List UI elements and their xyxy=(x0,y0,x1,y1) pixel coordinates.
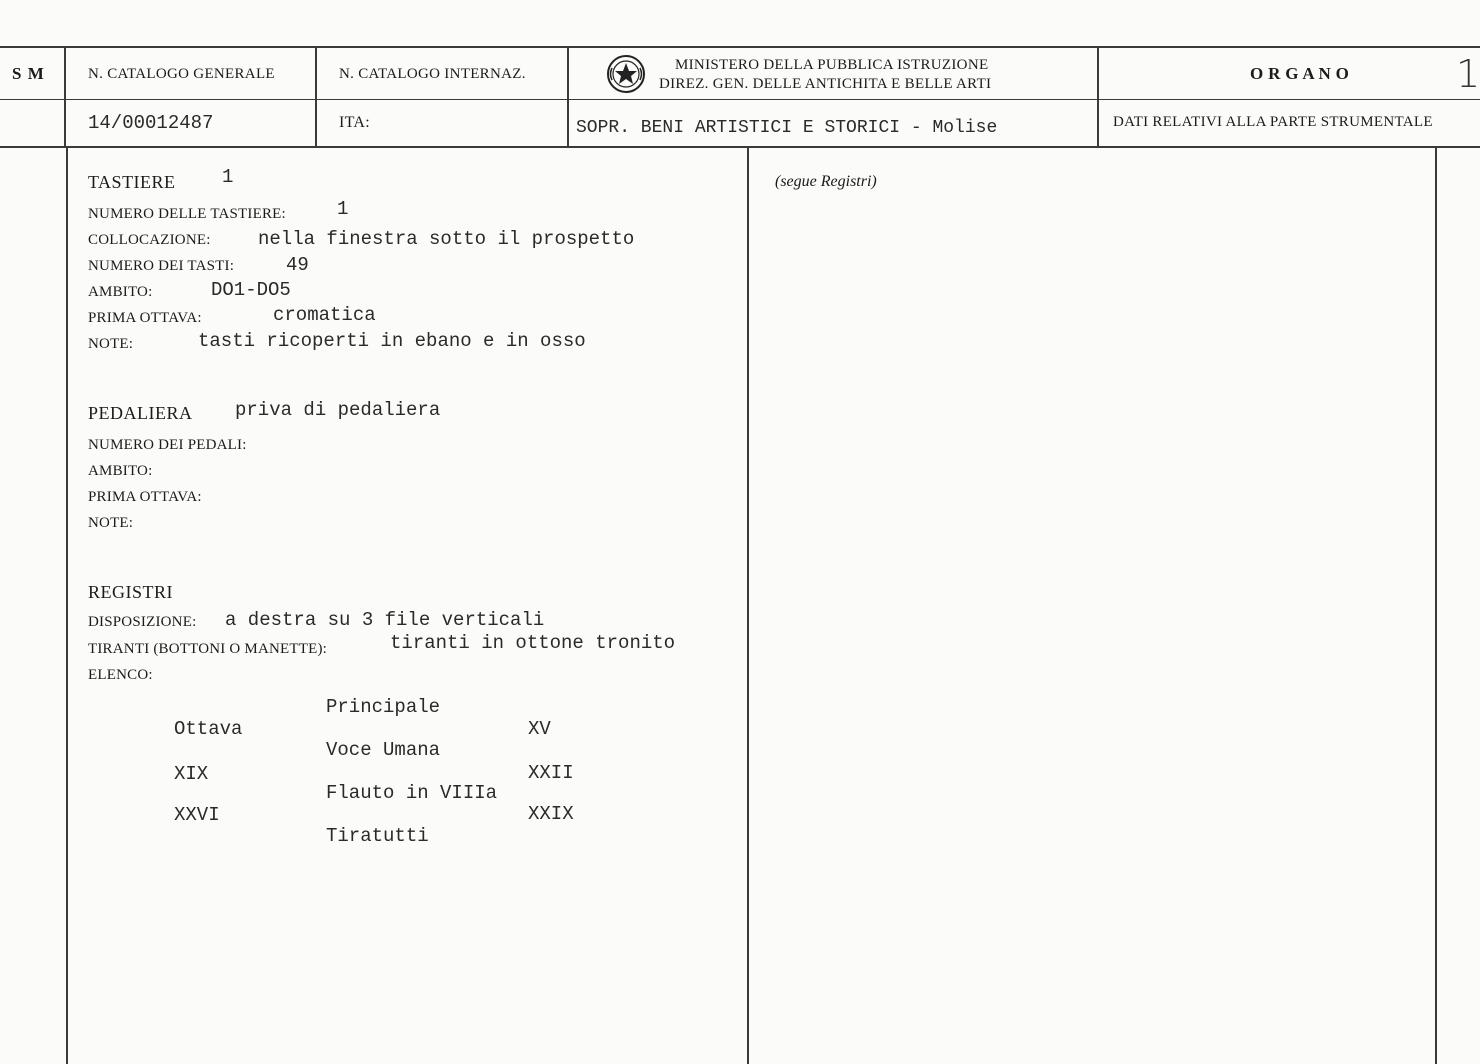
tastiere-heading-value: 1 xyxy=(222,166,234,188)
stop-item: XXVI xyxy=(174,804,220,826)
prima-ottava-tastiere-label: PRIMA OTTAVA: xyxy=(88,310,202,326)
header-divider-1 xyxy=(64,46,66,146)
page-number: 1 xyxy=(1456,52,1480,96)
elenco-label: ELENCO: xyxy=(88,667,153,683)
stop-item: XXII xyxy=(528,762,574,784)
soprintendenza-value: SOPR. BENI ARTISTICI E STORICI - Molise xyxy=(576,118,998,138)
tiranti-value: tiranti in ottone tronito xyxy=(390,632,676,654)
prima-ottava-pedaliera-label: PRIMA OTTAVA: xyxy=(88,489,202,505)
pedaliera-heading: PEDALIERA xyxy=(88,403,193,423)
body-center-divider xyxy=(747,148,749,1064)
catalogo-internaz-label: N. CATALOGO INTERNAZ. xyxy=(339,66,526,82)
numero-pedali-label: NUMERO DEI PEDALI: xyxy=(88,437,247,453)
ministero-line1: MINISTERO DELLA PUBBLICA ISTRUZIONE xyxy=(675,57,989,73)
disposizione-value: a destra su 3 file verticali xyxy=(225,609,545,631)
ita-label: ITA: xyxy=(339,114,371,131)
body-left-border xyxy=(66,148,68,1064)
ambito-tastiere-label: AMBITO: xyxy=(88,284,153,300)
emblem-icon xyxy=(606,54,646,94)
stop-item: XXIX xyxy=(528,803,574,825)
stop-item: Ottava xyxy=(174,718,243,740)
ambito-pedaliera-label: AMBITO: xyxy=(88,463,153,479)
catalogo-generale-label: N. CATALOGO GENERALE xyxy=(88,66,275,82)
note-pedaliera-label: NOTE: xyxy=(88,515,134,531)
header-divider-3 xyxy=(567,46,569,146)
tiranti-label: TIRANTI (BOTTONI O MANETTE): xyxy=(88,641,328,657)
numero-tastiere-label: NUMERO DELLE TASTIERE: xyxy=(88,206,286,222)
stop-item: Flauto in VIIIa xyxy=(326,782,498,804)
header-divider-2 xyxy=(315,46,317,146)
collocazione-label: COLLOCAZIONE: xyxy=(88,232,211,248)
sm-label: S M xyxy=(12,64,45,83)
note-tastiere-value: tasti ricoperti in ebano e in osso xyxy=(198,330,586,352)
stop-item: Voce Umana xyxy=(326,739,441,761)
numero-tasti-value: 49 xyxy=(286,254,309,276)
header-middle-border xyxy=(0,99,1480,100)
ministero-line2: DIREZ. GEN. DELLE ANTICHITA E BELLE ARTI xyxy=(659,76,992,92)
disposizione-label: DISPOSIZIONE: xyxy=(88,614,197,630)
stop-item: Tiratutti xyxy=(326,825,429,847)
organo-label: O R G A N O xyxy=(1250,64,1350,83)
header-bottom-border xyxy=(0,146,1480,148)
ambito-tastiere-value: DO1-DO5 xyxy=(211,279,291,301)
tastiere-heading: TASTIERE xyxy=(88,172,176,192)
numero-tastiere-value: 1 xyxy=(337,198,349,220)
stop-item: Principale xyxy=(326,696,441,718)
dati-relativi-label: DATI RELATIVI ALLA PARTE STRUMENTALE xyxy=(1113,114,1433,130)
stop-item: XV xyxy=(528,718,551,740)
body-right-border xyxy=(1435,148,1437,1064)
note-tastiere-label: NOTE: xyxy=(88,336,134,352)
segue-registri: (segue Registri) xyxy=(775,173,877,190)
header-top-border xyxy=(0,46,1480,48)
registri-heading: REGISTRI xyxy=(88,582,173,602)
pedaliera-heading-value: priva di pedaliera xyxy=(235,399,441,421)
stop-item: XIX xyxy=(174,763,209,785)
prima-ottava-tastiere-value: cromatica xyxy=(273,304,376,326)
header-divider-4 xyxy=(1097,46,1099,146)
numero-tasti-label: NUMERO DEI TASTI: xyxy=(88,258,235,274)
catalogo-generale-value: 14/00012487 xyxy=(88,112,214,134)
collocazione-value: nella finestra sotto il prospetto xyxy=(258,228,635,250)
